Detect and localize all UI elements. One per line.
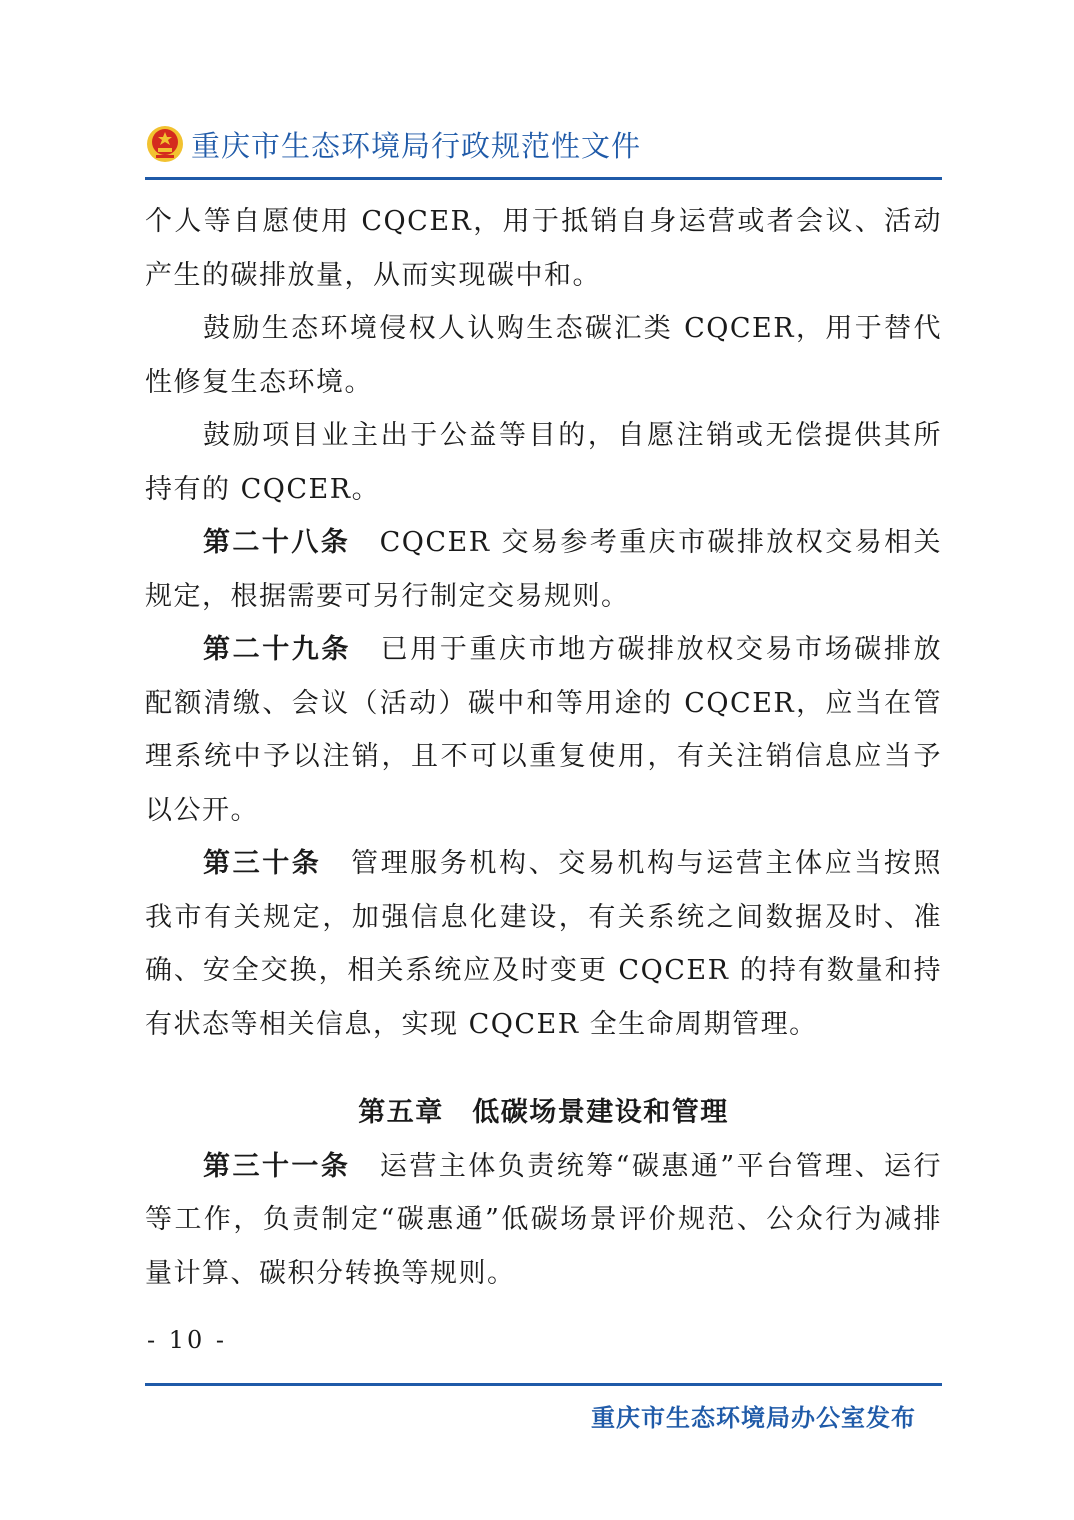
paragraph: 鼓励项目业主出于公益等目的，自愿注销或无偿提供其所持有的 CQCER。 bbox=[145, 420, 942, 505]
paragraph: 鼓励生态环境侵权人认购生态碳汇类 CQCER，用于替代性修复生态环境。 bbox=[145, 313, 942, 398]
article-text: CQCER 交易参考重庆市碳排放权交易相关规定，根据需要可另行制定交易规则。 bbox=[145, 527, 943, 612]
article-paragraph bbox=[145, 837, 942, 1051]
footer-rule bbox=[145, 1383, 942, 1386]
article-paragraph bbox=[145, 623, 942, 837]
page-number: - 10 - bbox=[147, 1326, 228, 1354]
document-header bbox=[145, 120, 945, 168]
article-number: 第三十条 bbox=[203, 848, 322, 879]
article-number: 第二十九条 bbox=[203, 634, 352, 665]
article-paragraph bbox=[145, 1140, 942, 1301]
article-paragraph bbox=[145, 516, 942, 623]
document-body bbox=[145, 195, 942, 1300]
header-title: 重庆市生态环境局行政规范性文件 bbox=[191, 128, 642, 163]
article-text: 管理服务机构、交易机构与运营主体应当按照我市有关规定，加强信息化建设，有关系统之间数据及时、准确、安全交换，相关系统应及时变更 CQCER 的持有数量和持有状态等相关信息，实现 CQCER 全生命周期管理。 bbox=[145, 848, 943, 1040]
header-rule bbox=[145, 177, 942, 180]
footer-publisher: 重庆市生态环境局办公室发布 bbox=[591, 1404, 916, 1432]
article-number: 第二十八条 bbox=[203, 527, 351, 558]
national-emblem-icon bbox=[145, 124, 185, 164]
article-text: 运营主体负责统筹“碳惠通”平台管理、运行等工作，负责制定“碳惠通”低碳场景评价规范、公众行为减排量计算、碳积分转换等规则。 bbox=[145, 1150, 943, 1289]
article-number: 第三十一条 bbox=[203, 1150, 351, 1182]
chapter-heading: 第五章 低碳场景建设和管理 bbox=[358, 1097, 729, 1128]
paragraph: 个人等自愿使用 CQCER，用于抵销自身运营或者会议、活动产生的碳排放量，从而实现碳中和。 bbox=[145, 206, 942, 291]
article-text: 已用于重庆市地方碳排放权交易市场碳排放配额清缴、会议（活动）碳中和等用途的 CQCER，应当在管理系统中予以注销，且不可以重复使用，有关注销信息应当予以公开。 bbox=[145, 634, 943, 826]
